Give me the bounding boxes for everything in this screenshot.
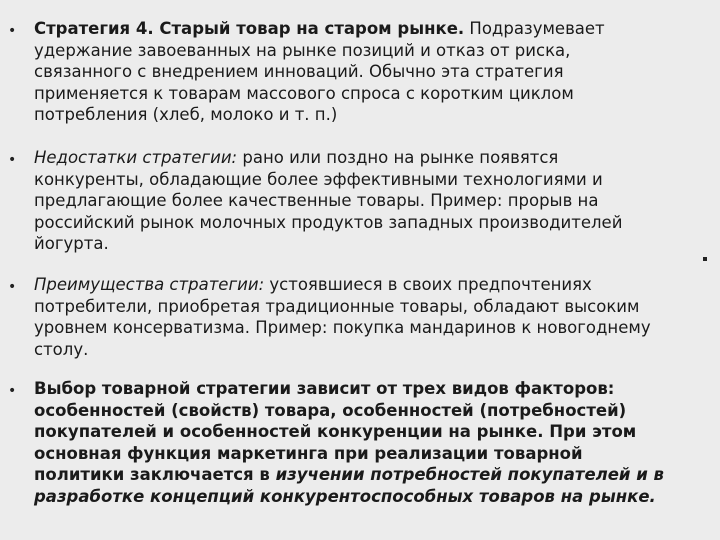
bullet-marker: •	[8, 383, 17, 399]
bullet-marker: •	[8, 279, 17, 295]
text-line: российский рынок молочных продуктов западных производителей	[34, 212, 623, 232]
text-run: политики заключается в	[34, 465, 276, 484]
text-line: конкуренты, обладающие более эффективными технологиями и	[34, 169, 603, 189]
text-line: применяется к товарам массового спроса с коротким циклом	[34, 83, 574, 103]
text-line: основная функция маркетинга при реализации товарной	[34, 443, 583, 463]
text-line: предлагающие более качественные товары. Пример: прорыв на	[34, 191, 599, 210]
bullet-text	[34, 378, 714, 507]
text-line	[34, 464, 714, 486]
text-line: йогурта.	[34, 234, 109, 253]
text-line: связанного с внедрением инноваций. Обычно эта стратегия	[34, 62, 564, 81]
text-line: удержание завоеванных на рынке позиций и отказ от риска,	[34, 40, 571, 60]
text-run: рано или поздно на рынке появятся	[237, 148, 559, 167]
disadvantages-heading: Недостатки стратегии:	[34, 148, 238, 167]
text-run: устоявшиеся в своих предпочтениях	[264, 275, 592, 294]
text-line: особенностей (свойств) товара, особенностей (потребностей)	[34, 400, 627, 420]
decorative-dot	[703, 257, 707, 261]
text-line: уровнем консерватизма. Пример: покупка мандаринов к новогоднему	[34, 318, 651, 337]
text-line: потребители, приобретая традиционные товары, обладают высоким	[34, 296, 640, 316]
text-line: Выбор товарной стратегии зависит от трех видов факторов:	[34, 379, 615, 398]
bullet-marker: •	[8, 152, 17, 168]
text-line: потребления (хлеб, молоко и т. п.)	[34, 105, 338, 124]
bullet-text	[34, 18, 714, 126]
text-line: столу.	[34, 339, 89, 359]
advantages-heading: Преимущества стратегии:	[34, 275, 265, 294]
emphasis-run: изучении потребностей покупателей и в	[275, 465, 664, 484]
text-line: разработке концепций конкурентоспособных товаров на рынке.	[34, 486, 656, 506]
text-line	[34, 147, 714, 169]
text-line: покупателей и особенностей конкуренции на рынке. При этом	[34, 422, 637, 441]
text-line	[34, 18, 714, 40]
bullet-text	[34, 147, 714, 255]
bullet-text	[34, 274, 714, 360]
text-run: Подразумевает	[464, 19, 605, 38]
bullet-marker: •	[8, 23, 17, 39]
text-line	[34, 274, 714, 296]
strategy-heading: Стратегия 4. Старый товар на старом рынке.	[34, 19, 465, 38]
